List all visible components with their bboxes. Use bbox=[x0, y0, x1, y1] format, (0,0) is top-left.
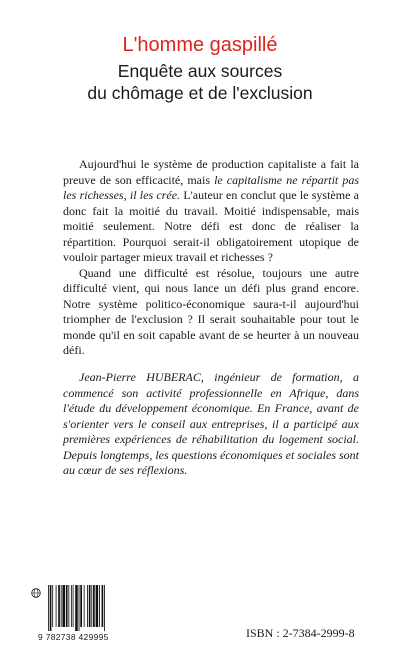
barcode-bar bbox=[84, 585, 85, 627]
subtitle-line-2: du chômage et de l'exclusion bbox=[87, 83, 313, 103]
barcode-bar bbox=[61, 585, 62, 627]
barcode-bar bbox=[52, 585, 53, 627]
barcode-bar bbox=[91, 585, 92, 627]
book-subtitle bbox=[0, 60, 400, 104]
barcode-bar bbox=[56, 585, 57, 627]
p1-text-b: L'auteur en conclut que le système a donc fait la moitié du travail. Moitié indispensable, mais moitié seulement. Notre défi est donc de réaliser la répartition. Pourquoi serait-il obligatoirement utopique de vouloir partager mieux travail et richesses ? bbox=[63, 188, 360, 264]
subtitle-line-1: Enquête aux sources bbox=[117, 61, 283, 81]
barcode-bar bbox=[99, 585, 100, 627]
barcode-bar bbox=[104, 585, 105, 631]
author-bio-paragraph: Jean-Pierre HUBERAC, ingénieur de formation, a commencé son activité professionnelle en Afrique, dans l'étude du développement économique. En France, avant de s'orienter vers le conseil aux entreprises, il a participé aux premières expériences de réhabilitation du logement social. Depuis longtemps, les questions économiques et sociales sont au cœur de ses réflexions. bbox=[63, 370, 359, 477]
isbn-number: ISBN : 2-7384-2999-8 bbox=[246, 626, 355, 640]
barcode-bar bbox=[80, 585, 82, 627]
p1-text-a: Aujourd'hui le système de production capitaliste a fait la preuve de son efficacité, mais bbox=[63, 157, 359, 187]
barcode-bar bbox=[71, 585, 72, 627]
presentation-paragraph-1 bbox=[63, 157, 359, 266]
barcode-bar bbox=[96, 585, 99, 627]
presentation-paragraph-2: Quand une difficulté est résolue, toujours une autre difficulté vient, qui nous lance un défi plus grand encore. Notre système politico-économique saura-t-il aujourd'hui triompher de l'exclusion ? Il serait souhaitable pour tout le monde qu'il en soit capable avant de se heurter à un nouveau défi. bbox=[63, 265, 359, 357]
barcode-bar bbox=[66, 585, 68, 627]
presentation-text bbox=[63, 157, 359, 359]
barcode-bar bbox=[89, 585, 91, 627]
barcode-bar bbox=[102, 585, 104, 627]
barcode-bar bbox=[87, 585, 88, 627]
barcode-bar bbox=[48, 585, 49, 631]
barcode bbox=[38, 585, 122, 643]
barcode-bar bbox=[93, 585, 95, 627]
barcode-bar bbox=[79, 585, 80, 631]
barcode-bar bbox=[75, 585, 78, 631]
author-bio bbox=[63, 370, 359, 479]
barcode-bar bbox=[68, 585, 69, 627]
barcode-digits: 9 782738 429995 bbox=[38, 632, 109, 642]
barcode-bar bbox=[50, 585, 52, 631]
barcode-bar bbox=[58, 585, 60, 627]
barcode-bar bbox=[73, 585, 74, 627]
barcode-bar bbox=[62, 585, 65, 627]
barcode-bars bbox=[48, 585, 122, 631]
book-title: L'homme gaspillé bbox=[122, 34, 278, 56]
p1-italic-quote: le capitalisme ne répartit pas les richesses, il les crée. bbox=[63, 172, 360, 202]
